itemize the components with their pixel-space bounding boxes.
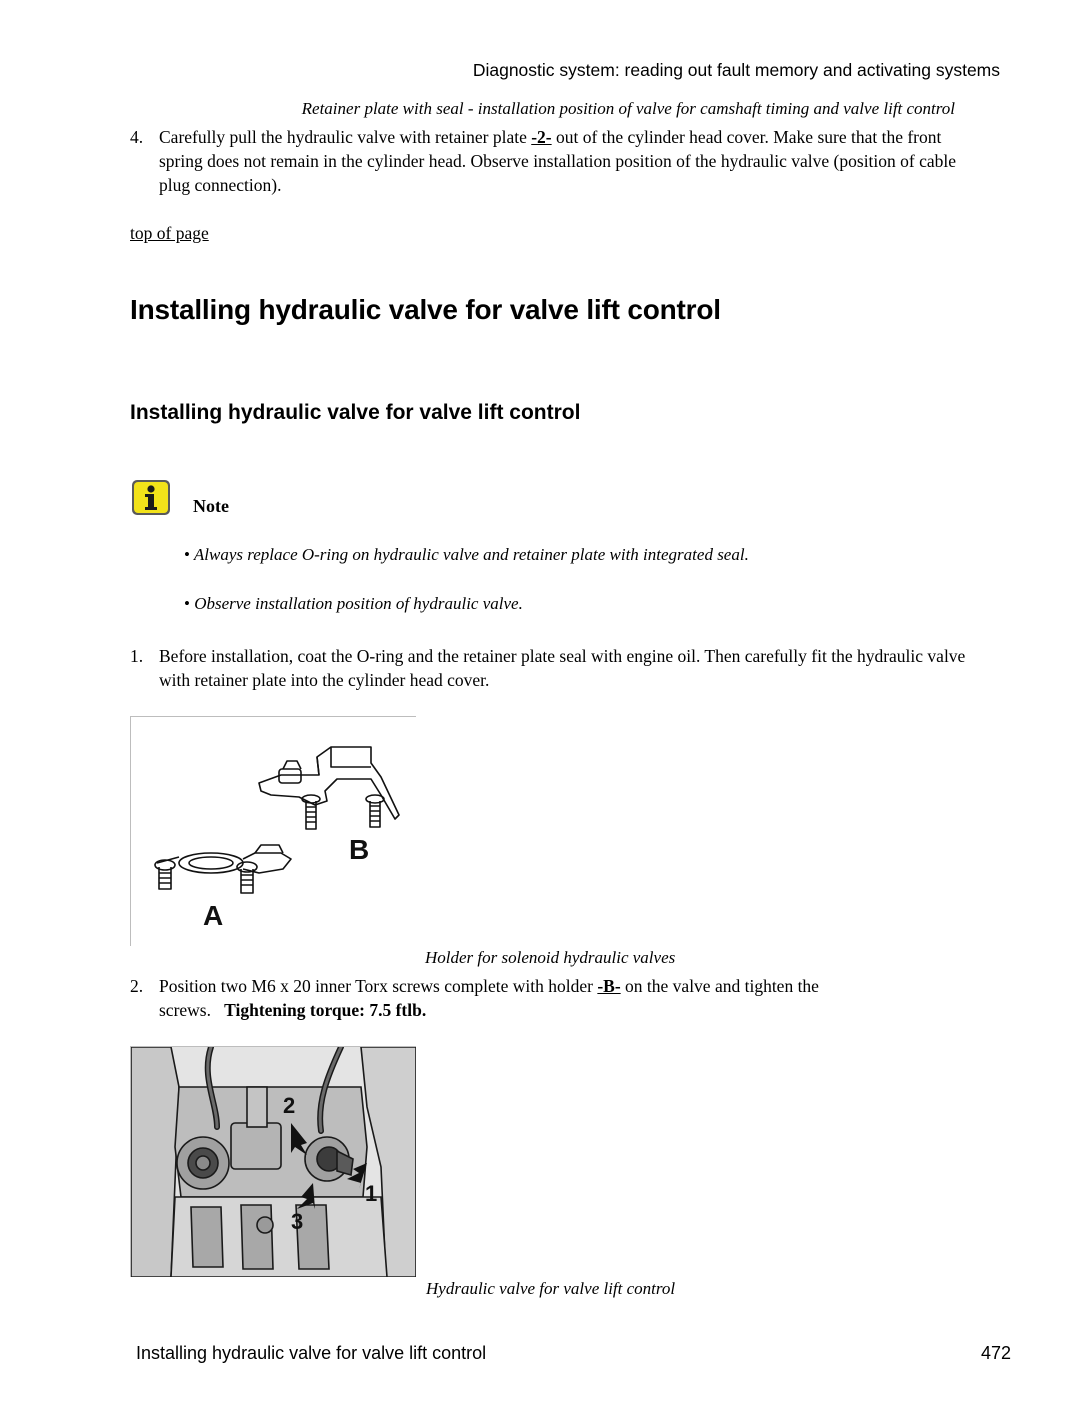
label-a: A [203,900,224,931]
info-icon [131,479,171,516]
running-header: Diagnostic system: reading out fault memory and activating systems [472,60,1000,80]
reference-link[interactable]: -2- [531,127,552,147]
step-number: 4. [130,127,144,147]
hydraulic-valve-figure [130,1046,416,1277]
footer-title: Installing hydraulic valve for valve lift control [136,1343,487,1363]
step-text: Before installation, coat the O-ring and the retainer plate seal with engine oil. Then carefully fit the hydraulic valve with retainer plate into the cylinder head cover. [159,646,966,690]
tightening-torque: Tightening torque: 7.5 ftlb. [224,1000,427,1020]
label-b: B [349,834,370,865]
bullet-dot: • [184,594,190,613]
previous-figure-caption: Retainer plate with seal - installation position of valve for camshaft timing and valve lift control [301,99,955,118]
note-label: Note [193,496,229,516]
step-text-part: Carefully pull the hydraulic valve with retainer plate [159,127,532,147]
section-title: Installing hydraulic valve for valve lift control [130,294,721,325]
note-bullet [184,594,523,614]
page-number: 472 [981,1343,1012,1363]
bullet-dot: • [184,545,190,564]
step-text-part: Position two M6 x 20 inner Torx screws complete with holder [159,976,598,996]
step-text-part: on the valve and tighten the screws. [159,976,819,1020]
note-bullet [184,545,749,565]
step-number: 1. [130,646,144,666]
step-text [159,974,969,1022]
top-of-page-link[interactable]: top of page [130,223,209,243]
note-bullet-text: Observe installation position of hydraulic valve. [194,594,523,613]
label-1: 1 [365,1181,378,1206]
reference-link[interactable]: -B- [597,976,621,996]
label-2: 2 [283,1093,296,1118]
step-text [159,125,959,197]
step-text-part: out of the cylinder head cover. Make sure that the front spring does not remain in the cylinder head. Observe installation position of the hydraulic valve (position of cable plug connection). [159,127,957,195]
holder-figure [130,716,416,946]
note-bullet-text: Always replace O-ring on hydraulic valve and retainer plate with integrated seal. [193,545,749,564]
section-subtitle: Installing hydraulic valve for valve lift control [130,401,581,424]
step-number: 2. [130,976,144,996]
figure-caption: Hydraulic valve for valve lift control [426,1279,676,1298]
figure-caption: Holder for solenoid hydraulic valves [425,948,676,967]
label-3: 3 [291,1209,304,1234]
